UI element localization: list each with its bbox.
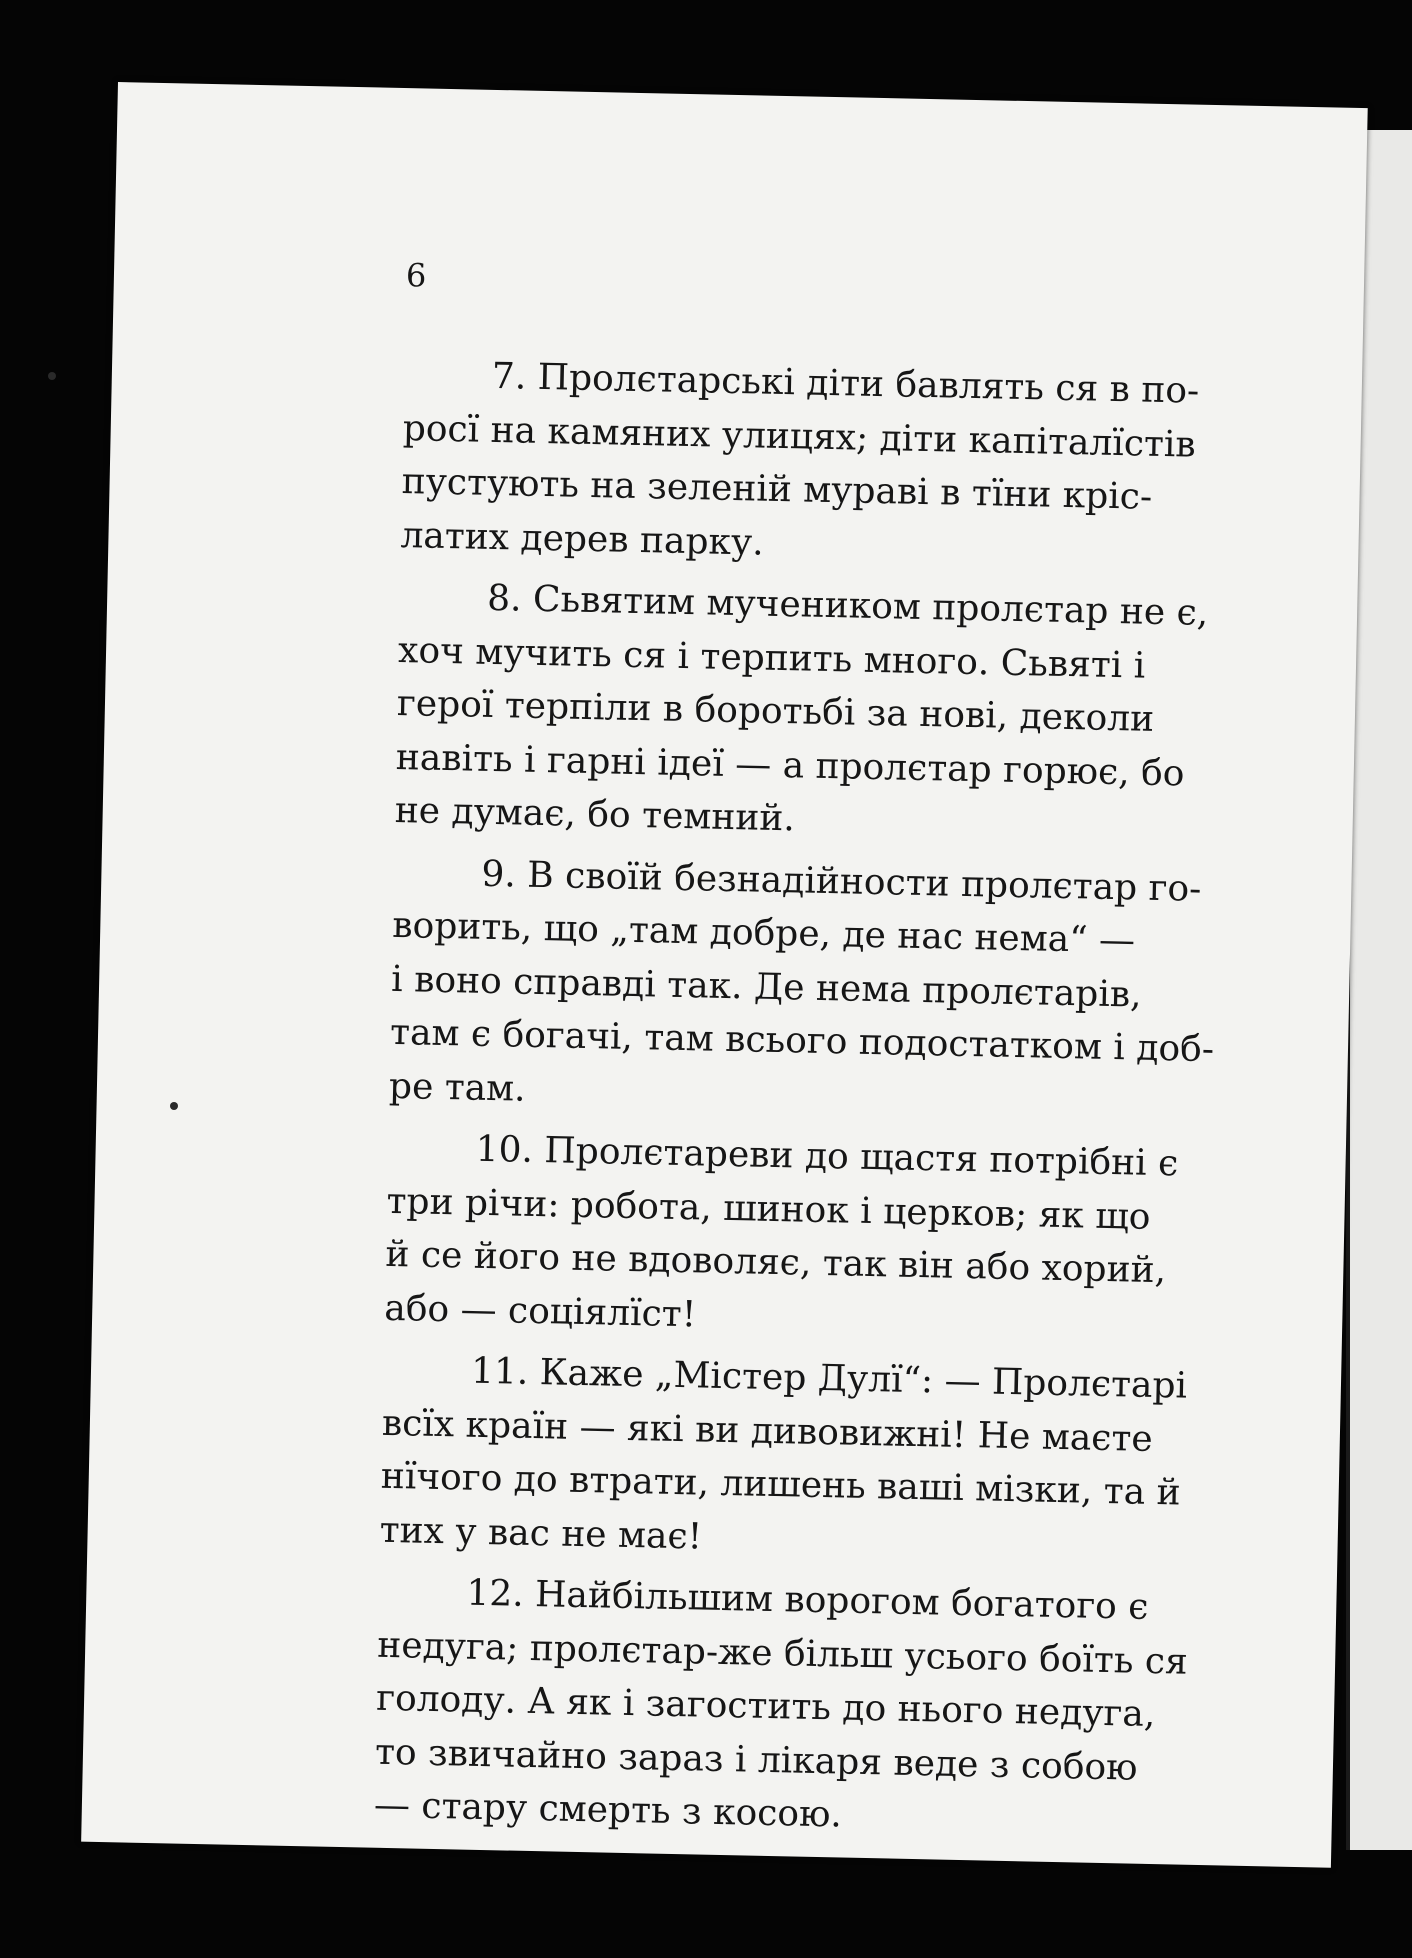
text-line: і воно справді так. Де нема пролєтарів, [390,958,1142,1016]
paragraph [384,1121,1218,1352]
text-line: росї на камяних улицях; діти капіталїстів [402,407,1197,466]
text-line: або — соціялїст! [383,1287,697,1335]
text-line: ре там. [388,1065,527,1110]
text-line: латих дерев парку. [400,514,765,564]
text-line: 8. Сьвятим мучеником пролєтар не є, [486,577,1209,634]
text-line: голоду. А як і загостить до нього недуга, [375,1677,1156,1736]
paragraph [379,1343,1213,1574]
text-line: 11. Каже „Містер Дулї“: — Пролєтарі [470,1350,1188,1407]
dust-speck [48,372,56,380]
paragraph [400,348,1234,579]
paragraph [388,845,1223,1130]
text-line: недуга; пролєтар-же більш усього боїть ся [376,1624,1189,1683]
text-line: нїчого до втрати, лишень ваші мізки, та й [380,1455,1182,1514]
text-line: не думає, бо темний. [394,789,796,840]
text-line: тих у вас не має! [379,1509,703,1558]
text-line: — стару смерть з косою. [373,1784,843,1836]
text-line: три річи: робота, шинок і церков; як що [386,1180,1151,1238]
text-line: навіть і гарні ідеї — а пролєтар горює, бо [395,736,1185,794]
paragraph [373,1565,1208,1850]
text-line: 7. Пролєтарські діти бавлять ся в по- [491,355,1200,412]
text-line: там є богачі, там всього подостатком і доб- [389,1011,1215,1071]
paragraph [394,570,1229,855]
text-line: пустують на зеленій мураві в тїни кріс- [401,461,1153,518]
book-page [81,82,1368,1868]
text-line: герої терпіли в боротьбі за нові, деколи [396,682,1155,740]
page-text [373,270,1236,1858]
page-number: 6 [405,256,427,295]
dust-speck [170,1102,178,1110]
text-line: 10. Пролєтареви до щастя потрібні є [475,1128,1179,1185]
text-line: 12. Найбільшим ворогом богатого є [466,1572,1149,1628]
text-line: й се його не вдоволяє, так він або хорий, [385,1233,1167,1292]
text-line: хоч мучить ся і терпить много. Сьвяті і [397,629,1146,687]
text-line: то звичайно зараз і лікаря веде з собою [374,1731,1138,1789]
text-line: 9. В своїй безнадійности пролєтар го- [481,853,1202,910]
text-line: ворить, що „там добре, де нас нема“ — [391,904,1136,962]
text-line: всїх країн — які ви дивовижні! Не маєте [381,1402,1154,1460]
